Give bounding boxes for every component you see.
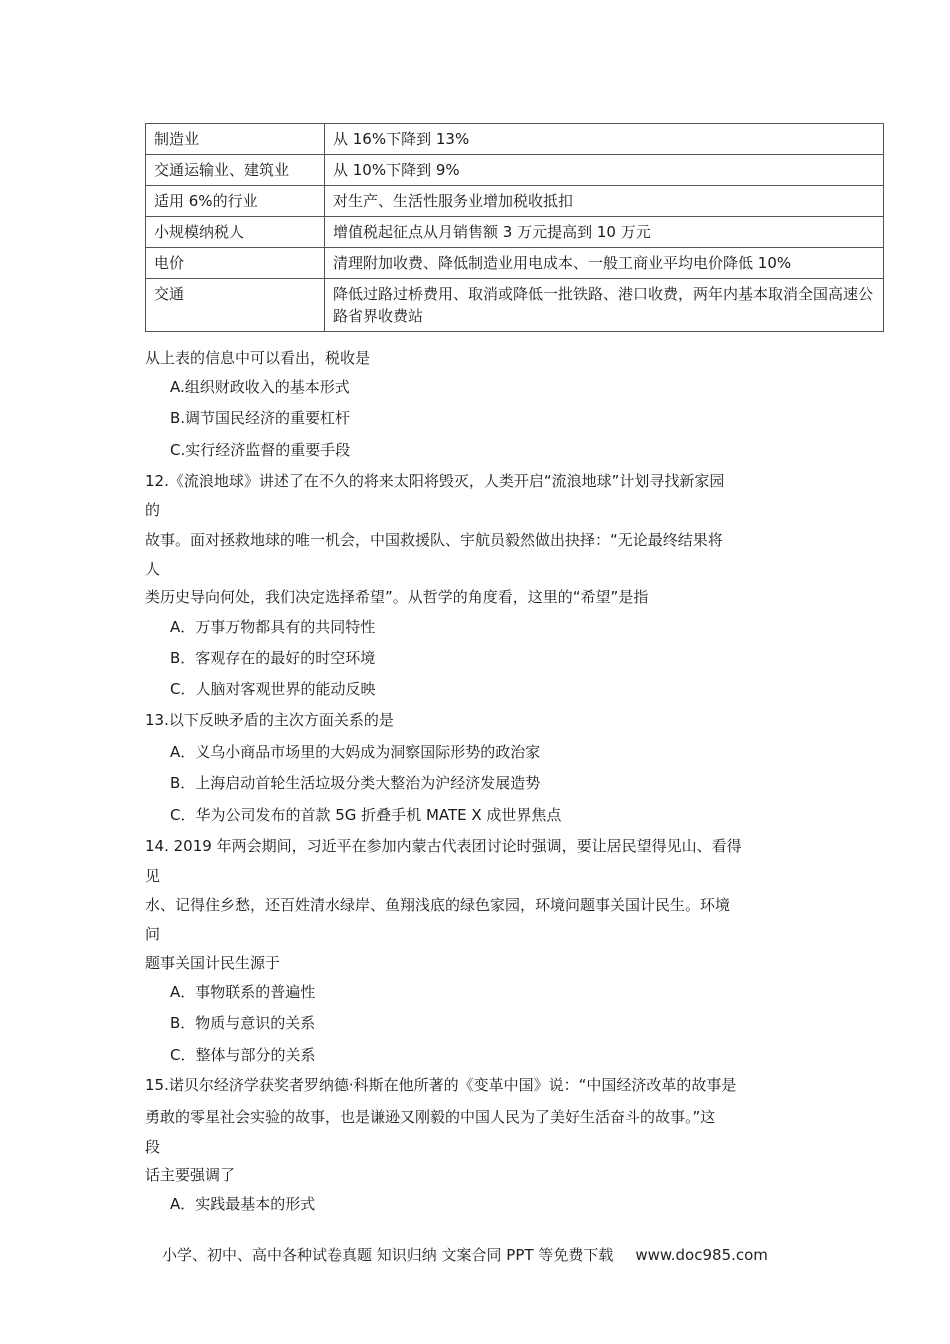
question-11-stem: 从上表的信息中可以看出，税收是 — [145, 349, 371, 367]
table-cell-measure: 从 16%下降到 13% — [325, 124, 884, 155]
question-15-line-1: 15.诺贝尔经济学获奖者罗纳德·科斯在他所著的《变革中国》说：“中国经济改革的故事是 — [145, 1076, 737, 1094]
question-11-option-c: C.实行经济监督的重要手段 — [170, 441, 351, 459]
question-11-option-b: B.调节国民经济的重要杠杆 — [170, 409, 351, 427]
question-14-line-5: 题事关国计民生源于 — [145, 954, 281, 972]
table-cell-measure: 增值税起征点从月销售额 3 万元提高到 10 万元 — [325, 217, 884, 248]
table-cell-industry: 小规模纳税人 — [146, 217, 325, 248]
footer-url-link[interactable]: www.doc985.com — [635, 1246, 768, 1264]
table-row — [146, 217, 884, 248]
question-12-line-2: 的 — [145, 501, 161, 519]
question-14-option-a: A．事物联系的普遍性 — [170, 983, 316, 1001]
question-12-line-3: 故事。面对拯救地球的唯一机会，中国救援队、宇航员毅然做出抉择：“无论最终结果将 — [145, 531, 723, 549]
table-row — [146, 279, 884, 332]
question-15-option-a: A．实践最基本的形式 — [170, 1195, 316, 1213]
question-14-option-c: C．整体与部分的关系 — [170, 1046, 316, 1064]
question-13-option-b: B．上海启动首轮生活垃圾分类大整治为沪经济发展造势 — [170, 774, 541, 792]
question-14-option-b: B．物质与意识的关系 — [170, 1014, 316, 1032]
question-12-option-a: A．万事万物都具有的共同特性 — [170, 618, 376, 636]
table-cell-measure: 对生产、生活性服务业增加税收抵扣 — [325, 186, 884, 217]
question-13-option-c: C．华为公司发布的首款 5G 折叠手机 MATE X 成世界焦点 — [170, 806, 562, 824]
table-row — [146, 155, 884, 186]
table-cell-measure: 降低过路过桥费用、取消或降低一批铁路、港口收费，两年内基本取消全国高速公路省界收费站 — [325, 279, 884, 332]
question-12-line-4: 人 — [145, 560, 161, 578]
question-12-line-5: 类历史导向何处，我们决定选择希望”。从哲学的角度看，这里的“希望”是指 — [145, 588, 649, 606]
tax-policy-table — [145, 123, 884, 332]
question-14-line-4: 问 — [145, 925, 161, 943]
table-cell-industry: 制造业 — [146, 124, 325, 155]
table-row — [146, 248, 884, 279]
question-12-line-1: 12.《流浪地球》讲述了在不久的将来太阳将毁灭，人类开启“流浪地球”计划寻找新家园 — [145, 472, 725, 490]
table-cell-industry: 电价 — [146, 248, 325, 279]
question-12-option-c: C．人脑对客观世界的能动反映 — [170, 680, 376, 698]
table-row — [146, 186, 884, 217]
question-11-option-a: A.组织财政收入的基本形式 — [170, 378, 350, 396]
question-14-line-1: 14. 2019 年两会期间，习近平在参加内蒙古代表团讨论时强调，要让居民望得见山、看得 — [145, 837, 742, 855]
question-13-stem: 13.以下反映矛盾的主次方面关系的是 — [145, 711, 394, 729]
table-cell-measure: 从 10%下降到 9% — [325, 155, 884, 186]
footer-text: 小学、初中、高中各种试卷真题 知识归纳 文案合同 PPT 等免费下载 — [162, 1246, 614, 1264]
question-15-line-3: 段 — [145, 1138, 161, 1156]
question-15-line-4: 话主要强调了 — [145, 1166, 236, 1184]
question-14-line-3: 水、记得住乡愁，还百姓清水绿岸、鱼翔浅底的绿色家园，环境问题事关国计民生。环境 — [145, 896, 731, 914]
table-cell-industry: 交通运输业、建筑业 — [146, 155, 325, 186]
table-cell-industry: 适用 6%的行业 — [146, 186, 325, 217]
table-cell-industry: 交通 — [146, 279, 325, 332]
question-12-option-b: B．客观存在的最好的时空环境 — [170, 649, 376, 667]
question-14-line-2: 见 — [145, 867, 161, 885]
page-footer — [162, 1244, 768, 1265]
question-13-option-a: A．义乌小商品市场里的大妈成为洞察国际形势的政治家 — [170, 743, 541, 761]
table-cell-measure: 清理附加收费、降低制造业用电成本、一般工商业平均电价降低 10% — [325, 248, 884, 279]
table-row — [146, 124, 884, 155]
question-15-line-2: 勇敢的零星社会实验的故事，也是谦逊又刚毅的中国人民为了美好生活奋斗的故事。”这 — [145, 1108, 716, 1126]
